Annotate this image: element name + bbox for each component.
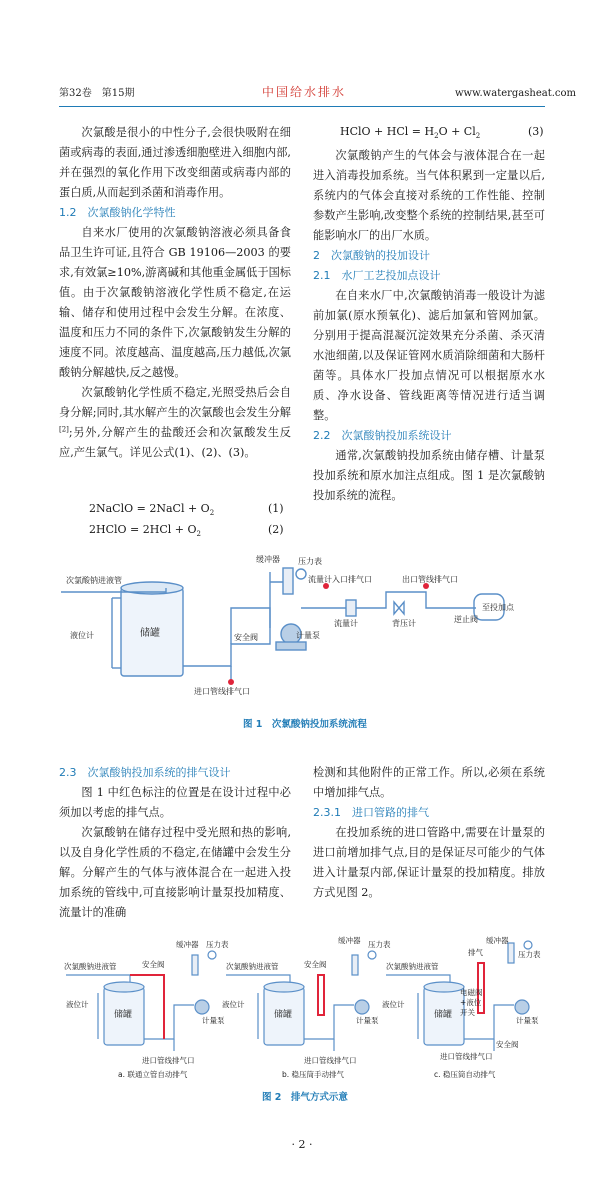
fig2b-inlet-vent: 进口管线排气口 [304, 1056, 357, 1065]
flowmeter [346, 600, 356, 616]
fig2c-exhaust: 排气 [468, 948, 483, 957]
fig2a-inlet: 次氯酸钠进液管 [64, 962, 117, 971]
equation-2: 2HClO = $2HCl + O_2$ [89, 523, 201, 539]
label-outlet-vent: 出口管线排气口 [402, 575, 458, 584]
fig2c-pressure-gauge: 压力表 [518, 950, 541, 959]
fig2c-level-gauge: 液位计 [382, 1000, 405, 1009]
fig2a-buffer: 缓冲器 [176, 940, 199, 949]
fig2c-inlet-vent: 进口管线排气口 [440, 1052, 493, 1061]
journal-title: 中国给水排水 [262, 85, 347, 99]
right-column [313, 146, 545, 506]
section-heading-2-3-1: 2.3.1 进口管路的排气 [313, 806, 429, 819]
equation-number-2: (2) [268, 523, 284, 536]
paragraph: 次氯酸钠在储存过程中受光照和热的影响,以及自身化学性质的不稳定,在储罐中会发生分解。分解产生的气体与液体混合在一起进入投加系统的管线中,可直接影响计量泵投加精度、流量计的准确 [59, 826, 291, 919]
paragraph: 在自来水厂中,次氯酸钠消毒一般设计为滤前加氯(原水预氧化)、滤后加氯和管网加氯。分别用于提高混凝沉淀效果充分杀菌、杀灭清水池细菌,以及保证管网水质消除细菌和大肠杆菌等。具体水厂投加点情况可以根据原水水质、净水设备、管线距离等情况进行适当调整。 [313, 289, 545, 422]
back-pressure-valve [394, 602, 404, 614]
fig2c-tank: 储罐 [434, 1010, 453, 1020]
label-inlet: 次氯酸钠进液管 [66, 576, 122, 585]
header-rule [59, 106, 545, 107]
label-tank: 储罐 [140, 628, 160, 639]
fig2c-subcaption: c. 稳压筒自动排气 [434, 1070, 496, 1079]
fig2b-safety-valve: 安全阀 [304, 960, 327, 969]
page-number: · 2 · [291, 1138, 313, 1151]
fig2c-switch: 开关 [460, 1008, 475, 1017]
label-flowmeter-vent: 流量计入口排气口 [308, 575, 372, 584]
section-heading-2-3: 2.3 次氯酸钠投加系统的排气设计 [59, 766, 231, 779]
fig2c-safety-valve: 安全阀 [496, 1040, 519, 1049]
label-safety-valve: 安全阀 [234, 633, 258, 642]
citation-ref: [2] [59, 425, 69, 434]
header-volume: 第32卷 第15期 [59, 88, 135, 99]
equation-number-1: (1) [268, 502, 284, 515]
left-column [59, 123, 291, 463]
section-heading-2-2: 2.2 次氯酸钠投加系统设计 [313, 429, 452, 442]
paragraph: 次氯酸钠产生的气体会与液体混合在一起进入消毒投加系统。当气体积累到一定量以后,系统内的气体会直接对系统的工作性能、控制参数产生影响,改变整个系统的控制结果,甚至可能影响水厂的出厂水质。 [313, 149, 545, 242]
fig2b-subcaption: b. 稳压筒手动排气 [282, 1070, 345, 1079]
stabilizer-cylinder-b [318, 975, 324, 1015]
label-inlet-vent: 进口管线排气口 [194, 687, 250, 696]
fig2a-tank: 储罐 [114, 1010, 133, 1020]
label-back-pressure: 背压计 [392, 619, 416, 628]
fig2c-buffer: 缓冲器 [486, 936, 509, 945]
fig2c-solenoid-valve: 电磁阀 [460, 988, 483, 997]
fig2b-pressure-gauge: 压力表 [368, 940, 391, 949]
journal-url: www.watergasheat.com [455, 88, 577, 99]
figure-2c [386, 941, 532, 1051]
figure-2-vent-diagrams [56, 935, 548, 1080]
pressure-gauge [296, 569, 306, 579]
equation-number-3: (3) [528, 125, 544, 138]
label-buffer: 缓冲器 [256, 555, 280, 564]
section-heading-2: 2 次氯酸钠的投加设计 [313, 249, 430, 262]
fig2b-level-gauge: 液位计 [222, 1000, 245, 1009]
label-check-valve: 逆止阀 [454, 615, 478, 624]
label-pump: 计量泵 [296, 631, 320, 640]
figure-1-flow-diagram [56, 548, 548, 708]
figure-1-caption: 图 1 次氯酸钠投加系统流程 [243, 719, 367, 730]
fig2a-level-gauge: 液位计 [66, 1000, 89, 1009]
fig2b-tank: 储罐 [274, 1010, 293, 1020]
fig2c-inlet: 次氯酸钠进液管 [386, 962, 439, 971]
lower-right-column [313, 763, 545, 903]
label-flowmeter: 流量计 [334, 619, 358, 628]
figure-2-caption: 图 2 排气方式示意 [262, 1092, 348, 1103]
equation-3: HClO + HCl = $H_2O + Cl_2$ [340, 125, 481, 141]
lower-left-column [59, 763, 291, 923]
section-heading-1-2: 1.2 次氯酸钠化学特性 [59, 206, 176, 219]
paragraph [59, 383, 291, 463]
label-pressure-gauge: 压力表 [298, 557, 322, 566]
section-heading-2-1: 2.1 水厂工艺投加点设计 [313, 269, 441, 282]
equation-1: 2NaClO = 2NaCl + $O_2$ [89, 502, 215, 518]
paragraph: 次氯酸是很小的中性分子,会很快吸附在细菌或病毒的表面,通过渗透细胞壁进入细胞内部,并在强烈的氧化作用下改变细菌或病毒内部的蛋白质,从而起到杀菌和消毒作用。 [59, 126, 291, 199]
fig2b-pump: 计量泵 [356, 1016, 379, 1025]
paragraph: 在投加系统的进口管路中,需要在计量泵的进口前增加排气点,目的是保证尽可能少的气体进入计量泵内部,保证计量泵的投加精度。排放方式见图 2。 [313, 826, 545, 899]
inlet-vent-point [228, 679, 234, 685]
fig2a-safety-valve: 安全阀 [142, 960, 165, 969]
paragraph-text: ;另外,分解产生的盐酸还会和次氯酸发生反应,产生氯气。详见公式(1)、(2)、(3)。 [59, 426, 291, 459]
fig2c-level-switch: +液位 [460, 998, 482, 1007]
fig2a-pump: 计量泵 [202, 1016, 225, 1025]
fig2a-pressure-gauge: 压力表 [206, 940, 229, 949]
paragraph: 检测和其他附件的正常工作。所以,必须在系统中增加排气点。 [313, 766, 545, 799]
paragraph: 自来水厂使用的次氯酸钠溶液必须具备食品卫生许可证,且符合 GB 19106—2003 的要求,有效氯≥10%,游离碱和其他重金属低于国标值。由于次氯酸钠溶液化学性质不稳定,在运输、储存和使用过程中会发生分解。在浓度、温度和压力不同的条件下,次氯酸钠发生分解的速度不同。浓度越高、温度越高,压力越低,次氯酸钠分解越快,反之越慢。 [59, 226, 291, 379]
fig2b-buffer: 缓冲器 [338, 936, 361, 945]
fig2a-inlet-vent: 进口管线排气口 [142, 1056, 195, 1065]
paragraph-text: 次氯酸钠化学性质不稳定,光照受热后会自身分解;同时,其水解产生的次氯酸也会发生分解 [59, 386, 291, 419]
fig2c-pump: 计量泵 [516, 1016, 539, 1025]
pulsation-buffer [283, 568, 293, 594]
fig2a-subcaption: a. 联通立管自动排气 [118, 1070, 188, 1079]
fig2b-inlet: 次氯酸钠进液管 [226, 962, 279, 971]
paragraph: 通常,次氯酸钠投加系统由储存槽、计量泵投加系统和原水加注点组成。图 1 是次氯酸钠投加系统的流程。 [313, 449, 545, 502]
label-level-gauge: 液位计 [70, 631, 94, 640]
label-dose-point: 至投加点 [482, 603, 514, 612]
paragraph: 图 1 中红色标注的位置是在设计过程中必须加以考虑的排气点。 [59, 786, 291, 819]
